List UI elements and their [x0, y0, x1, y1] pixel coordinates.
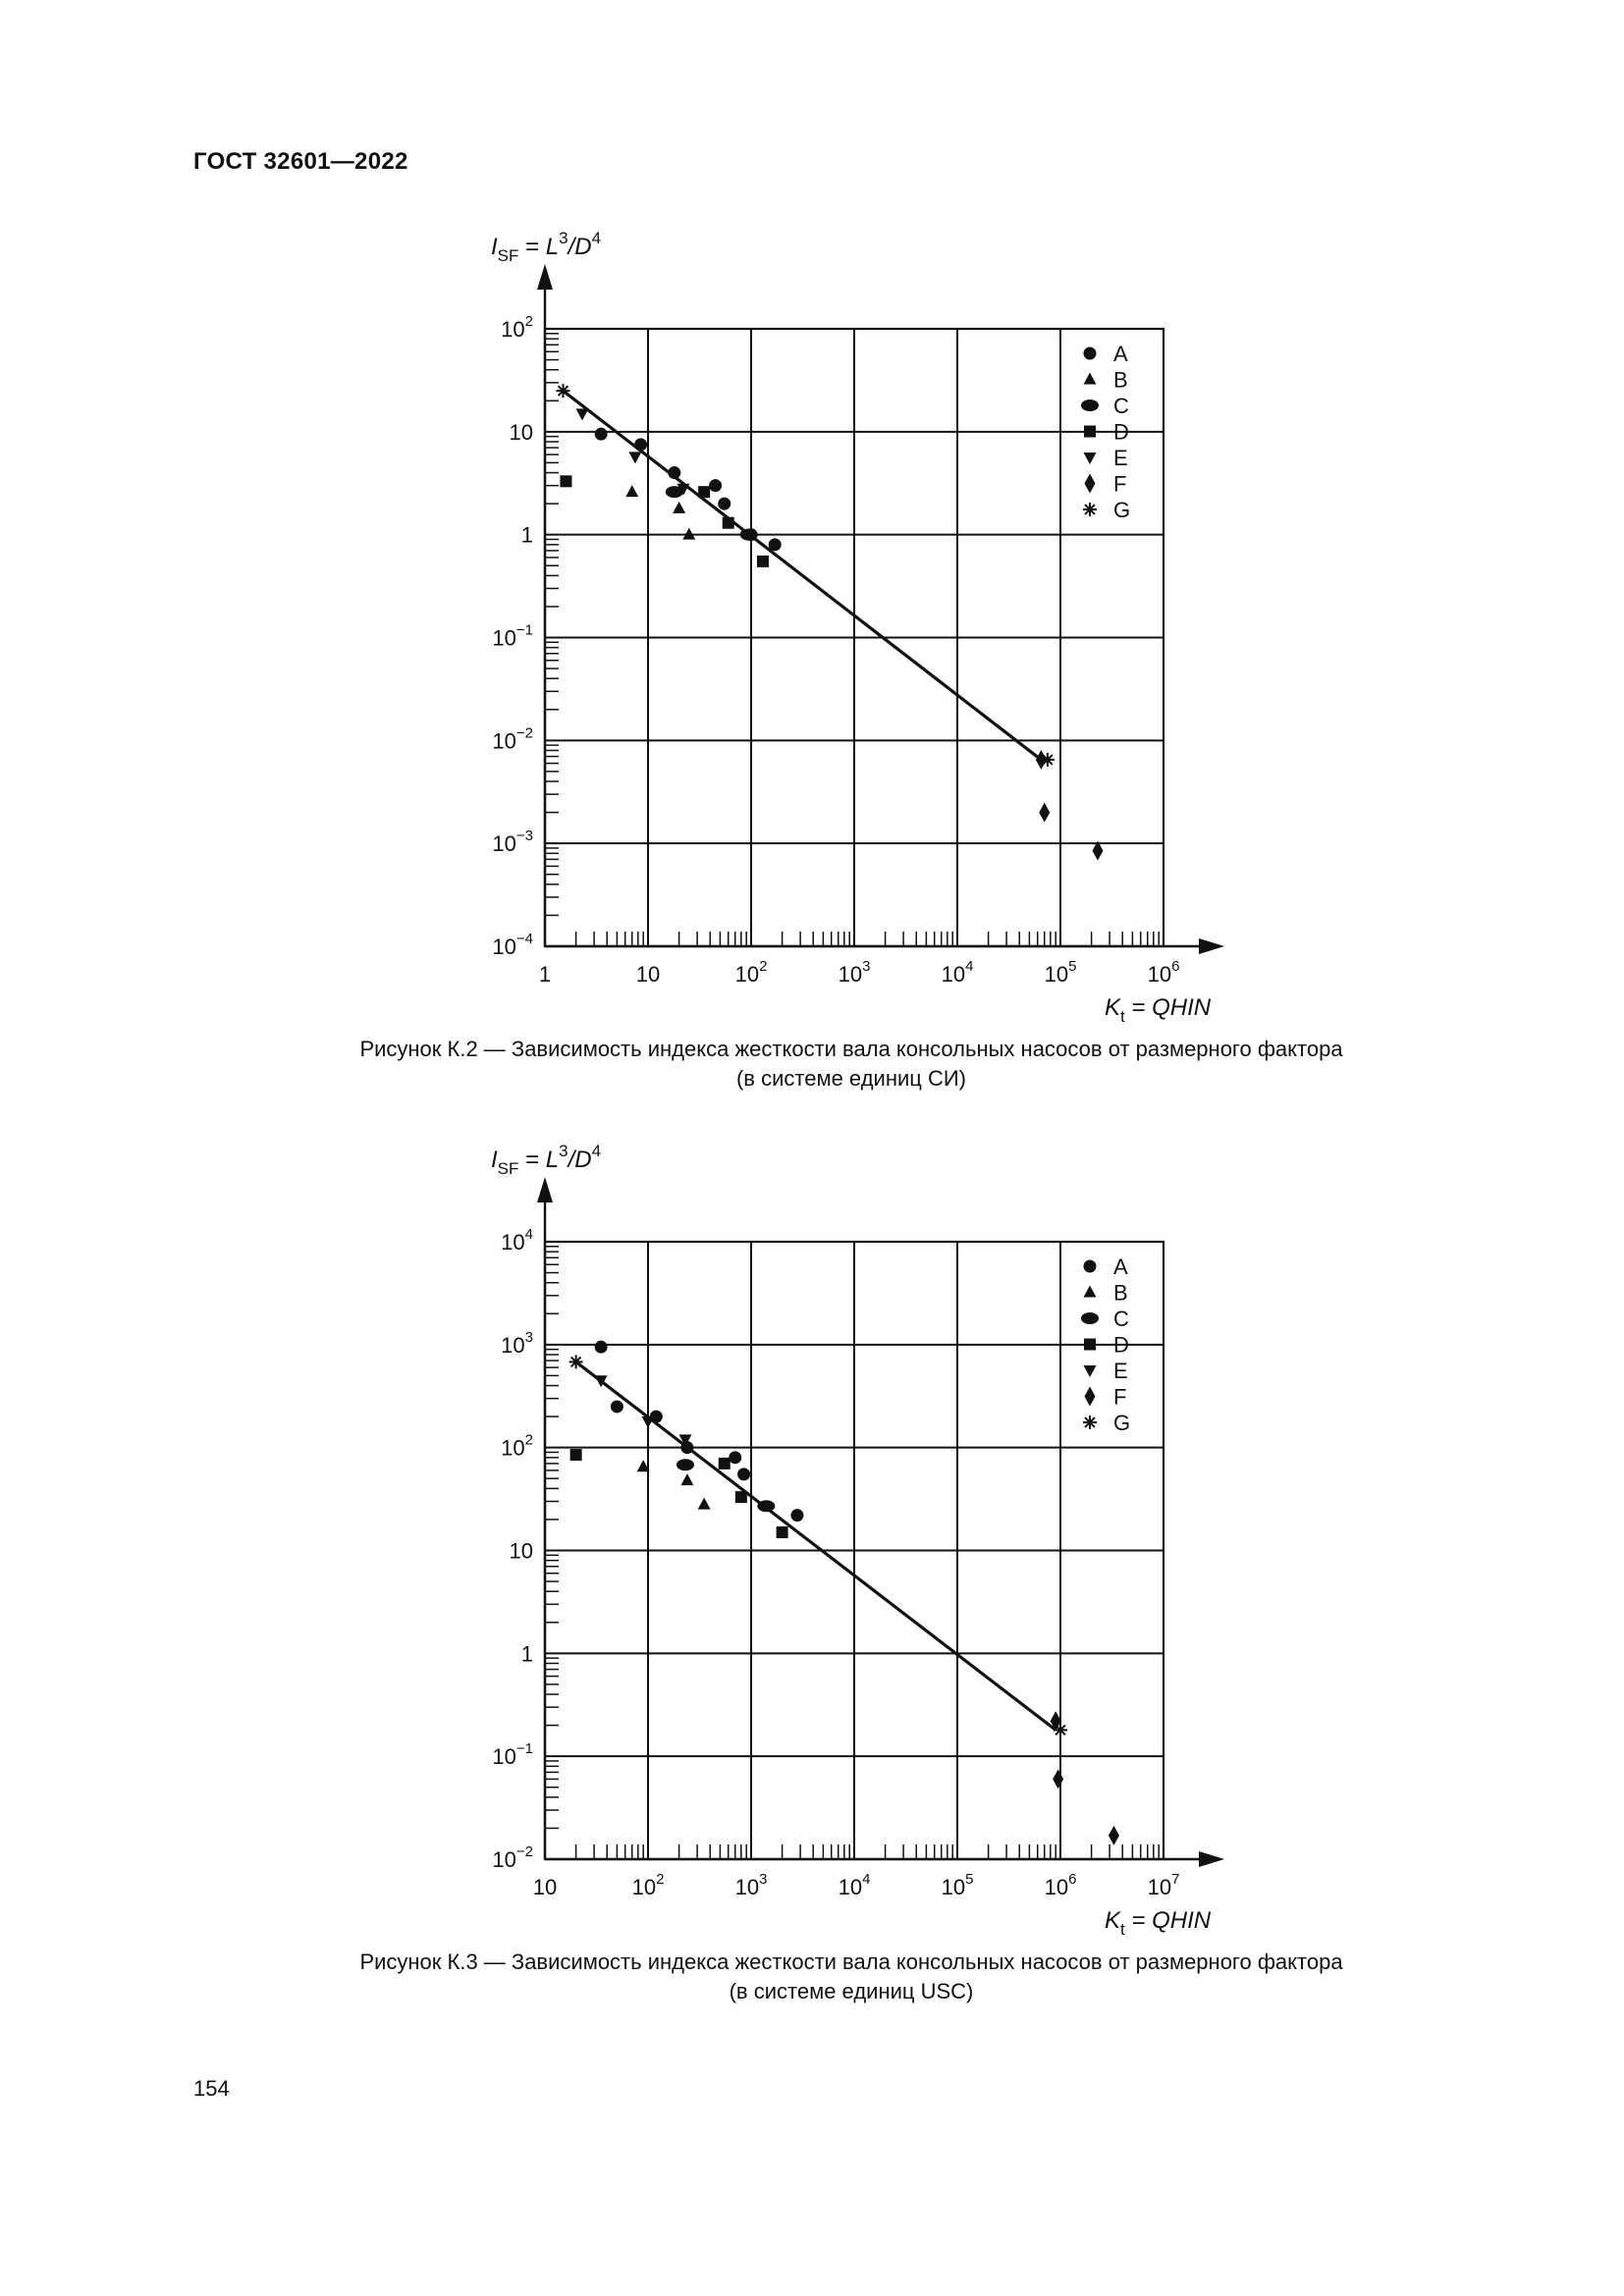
data-point-A [709, 479, 722, 492]
series-A [595, 1341, 804, 1522]
ylabel-D: D [574, 234, 592, 260]
y-tick-mantissa: 10 [501, 1332, 525, 1358]
page-number: 154 [193, 2076, 230, 2101]
x-tick-mantissa: 10 [1147, 962, 1172, 987]
legend-label-G: G [1113, 1411, 1131, 1435]
data-point-F [1109, 1826, 1119, 1845]
xlabel-rest: = QHIN [1124, 994, 1212, 1021]
grid-lines [545, 1242, 1164, 1859]
data-point-D [757, 556, 769, 567]
data-point-G [1041, 753, 1055, 767]
legend-marker-C [1081, 400, 1099, 411]
data-point-A [729, 1451, 741, 1464]
data-point-E [575, 408, 588, 420]
x-tick-exponent: 6 [1171, 958, 1180, 975]
data-point-G [569, 1355, 583, 1368]
legend-marker-G [1083, 503, 1097, 516]
y-tick-exponent: −2 [515, 724, 533, 742]
y-tick-mantissa: 1 [520, 522, 533, 548]
y-tick-mantissa: 10 [492, 1847, 516, 1872]
data-point-B [625, 485, 638, 497]
chart-stiffness-si [0, 0, 1624, 1031]
legend-marker-D [1084, 1339, 1096, 1351]
series-B [625, 485, 695, 540]
y-tick-mantissa: 10 [492, 625, 516, 651]
x-tick-mantissa: 10 [1147, 1875, 1172, 1899]
x-tick-mantissa: 10 [631, 1875, 657, 1899]
x-tick-label [1148, 1871, 1180, 1899]
x-axis-arrow [1199, 1851, 1224, 1867]
y-tick-label [501, 1329, 533, 1358]
ylabel-sub: SF [497, 246, 519, 265]
ylabel-D-exp: 4 [591, 1142, 602, 1160]
y-tick-label [510, 1539, 533, 1564]
legend-marker-B [1084, 1286, 1097, 1298]
y-axis-label [491, 1142, 601, 1178]
x-tick-exponent: 5 [1068, 958, 1077, 975]
legend-label-A: A [1113, 1255, 1128, 1279]
x-tick-mantissa: 10 [838, 1875, 863, 1899]
y-tick-label [501, 1432, 533, 1461]
ylabel-eq: = [518, 1147, 546, 1173]
data-point-A [718, 498, 731, 510]
y-tick-label [521, 1641, 533, 1666]
series-E [575, 408, 689, 495]
data-point-A [611, 1400, 623, 1413]
legend-label-B: B [1113, 367, 1128, 393]
y-tick-exponent: 4 [524, 1226, 533, 1243]
y-tick-label [492, 622, 533, 651]
ylabel-L-exp: 3 [559, 229, 568, 247]
data-point-F [1053, 1769, 1063, 1789]
figure-caption-k3 [177, 1948, 1526, 2006]
x-tick-label [942, 1871, 974, 1899]
y-tick-label [501, 1226, 533, 1255]
y-tick-mantissa: 10 [509, 1538, 533, 1564]
data-point-A [790, 1509, 803, 1522]
legend-marker-A [1084, 1260, 1097, 1273]
legend-marker-G [1083, 1415, 1097, 1429]
x-tick-mantissa: 10 [635, 962, 661, 987]
y-tick-label [492, 1740, 533, 1769]
y-axis-arrow [537, 1177, 553, 1202]
x-tick-mantissa: 10 [1044, 962, 1069, 987]
y-tick-mantissa: 10 [501, 1435, 525, 1461]
x-tick-exponent: 4 [965, 958, 974, 975]
legend-marker-F [1085, 474, 1096, 494]
y-tick-label [492, 724, 533, 753]
data-point-D [560, 475, 571, 487]
x-tick-exponent: 2 [656, 1871, 665, 1888]
minor-ticks [545, 334, 1159, 946]
y-tick-mantissa: 10 [492, 728, 516, 754]
xlabel-sub: t [1120, 1007, 1125, 1026]
x-tick-label [735, 1871, 768, 1899]
x-tick-mantissa: 10 [941, 962, 966, 987]
ylabel-eq: = [518, 234, 546, 260]
x-tick-label [632, 1871, 665, 1899]
ylabel-slash: / [568, 1147, 575, 1173]
ylabel-var: I [491, 234, 498, 260]
y-axis-label [491, 229, 601, 265]
data-point-C [677, 1459, 694, 1470]
data-point-E [628, 452, 641, 463]
x-tick-mantissa: 10 [734, 962, 760, 987]
legend-label-A: A [1113, 342, 1128, 366]
y-tick-exponent: −3 [515, 828, 533, 845]
ylabel-L: L [545, 1147, 560, 1173]
data-point-B [673, 502, 685, 513]
data-point-C [757, 1500, 775, 1512]
ylabel-sub: SF [497, 1159, 519, 1178]
y-tick-label [510, 420, 533, 445]
xlabel-sub: t [1120, 1920, 1125, 1939]
data-point-G [1054, 1723, 1067, 1736]
chart-stiffness-usc [0, 913, 1624, 1944]
y-tick-label [521, 523, 533, 548]
data-point-A [737, 1468, 750, 1480]
x-tick-mantissa: 1 [538, 962, 552, 987]
x-tick-label [839, 1871, 871, 1899]
y-tick-exponent: 2 [524, 313, 533, 330]
data-point-A [668, 466, 680, 479]
x-tick-exponent: 6 [1068, 1871, 1077, 1888]
legend-marker-E [1084, 453, 1097, 464]
x-tick-exponent: 7 [1171, 1871, 1180, 1888]
caption-k3-line2: (в системе единиц USC) [729, 1979, 974, 2003]
minor-ticks [545, 1247, 1159, 1859]
x-tick-exponent: 3 [759, 1871, 768, 1888]
xlabel-rest: = QHIN [1124, 1907, 1212, 1934]
y-tick-mantissa: 10 [509, 419, 533, 445]
y-tick-label [492, 828, 533, 856]
x-tick-label [533, 1875, 557, 1899]
legend-label-B: B [1113, 1280, 1128, 1306]
x-tick-mantissa: 10 [941, 1875, 966, 1899]
x-tick-exponent: 4 [862, 1871, 871, 1888]
ylabel-L: L [545, 234, 560, 260]
caption-k2-line2: (в системе единиц СИ) [735, 1066, 966, 1091]
legend-marker-C [1081, 1312, 1099, 1324]
legend-label-E: E [1113, 1359, 1128, 1383]
y-tick-label [492, 1843, 533, 1872]
legend-marker-E [1084, 1365, 1097, 1377]
data-point-C [740, 529, 758, 541]
x-tick-label [1045, 1871, 1077, 1899]
data-point-D [735, 1491, 747, 1503]
legend-marker-B [1084, 373, 1097, 385]
y-tick-mantissa: 10 [492, 934, 516, 959]
y-tick-exponent: −1 [515, 621, 533, 639]
x-tick-mantissa: 10 [734, 1875, 760, 1899]
series-C [666, 486, 758, 541]
x-tick-mantissa: 10 [1044, 1875, 1069, 1899]
y-axis-arrow [537, 264, 553, 290]
xlabel-var: K [1105, 1907, 1121, 1934]
data-point-D [570, 1449, 582, 1461]
legend-label-D: D [1113, 419, 1129, 445]
y-tick-exponent: −1 [515, 1740, 533, 1758]
x-tick-exponent: 5 [965, 1871, 974, 1888]
legend-marker-D [1084, 426, 1096, 438]
document-header: ГОСТ 32601—2022 [193, 148, 408, 175]
xlabel-var: K [1105, 994, 1121, 1021]
x-tick-mantissa: 10 [838, 962, 863, 987]
data-point-D [719, 1458, 731, 1469]
legend-label-G: G [1113, 498, 1131, 522]
data-point-G [556, 384, 569, 398]
x-axis-label [1105, 1907, 1212, 1939]
x-tick-exponent: 3 [862, 958, 871, 975]
data-point-A [595, 1341, 608, 1354]
x-tick-exponent: 2 [759, 958, 768, 975]
data-point-D [723, 517, 734, 529]
legend-label-D: D [1113, 1332, 1129, 1358]
caption-k2-line1: Рисунок К.2 — Зависимость индекса жесткости вала консольных насосов от размерного фактора [359, 1037, 1343, 1061]
y-tick-mantissa: 10 [501, 1230, 525, 1255]
legend-label-F: F [1113, 1384, 1127, 1410]
x-tick-mantissa: 10 [532, 1875, 558, 1899]
y-tick-exponent: 2 [524, 1431, 533, 1449]
y-tick-exponent: −2 [515, 1843, 533, 1860]
ylabel-var: I [491, 1147, 498, 1173]
legend-label-C: C [1113, 1307, 1129, 1331]
ylabel-D-exp: 4 [591, 229, 602, 247]
legend-label-E: E [1113, 446, 1128, 470]
ylabel-L-exp: 3 [559, 1142, 568, 1160]
caption-k3-line1: Рисунок К.3 — Зависимость индекса жесткости вала консольных насосов от размерного фактора [359, 1949, 1343, 1974]
ylabel-D: D [574, 1147, 592, 1173]
data-point-D [777, 1526, 788, 1538]
series-D [560, 475, 769, 567]
ylabel-slash: / [568, 234, 575, 260]
y-tick-label [501, 313, 533, 342]
data-point-B [698, 1498, 711, 1510]
data-point-A [680, 1441, 693, 1454]
data-point-B [680, 1473, 693, 1485]
data-point-A [595, 428, 608, 441]
legend-marker-F [1085, 1387, 1096, 1407]
y-tick-mantissa: 10 [492, 1744, 516, 1770]
legend-label-C: C [1113, 394, 1129, 418]
legend-label-F: F [1113, 471, 1127, 497]
y-tick-mantissa: 10 [501, 317, 525, 342]
data-point-A [634, 438, 647, 451]
y-tick-mantissa: 1 [520, 1641, 533, 1667]
data-point-F [1039, 803, 1050, 823]
y-tick-mantissa: 10 [492, 831, 516, 857]
data-point-A [769, 538, 782, 551]
y-tick-exponent: 3 [524, 1328, 533, 1346]
data-point-D [698, 486, 710, 498]
grid-lines [545, 329, 1164, 946]
legend-marker-A [1084, 347, 1097, 360]
y-tick-exponent: −4 [515, 931, 533, 947]
